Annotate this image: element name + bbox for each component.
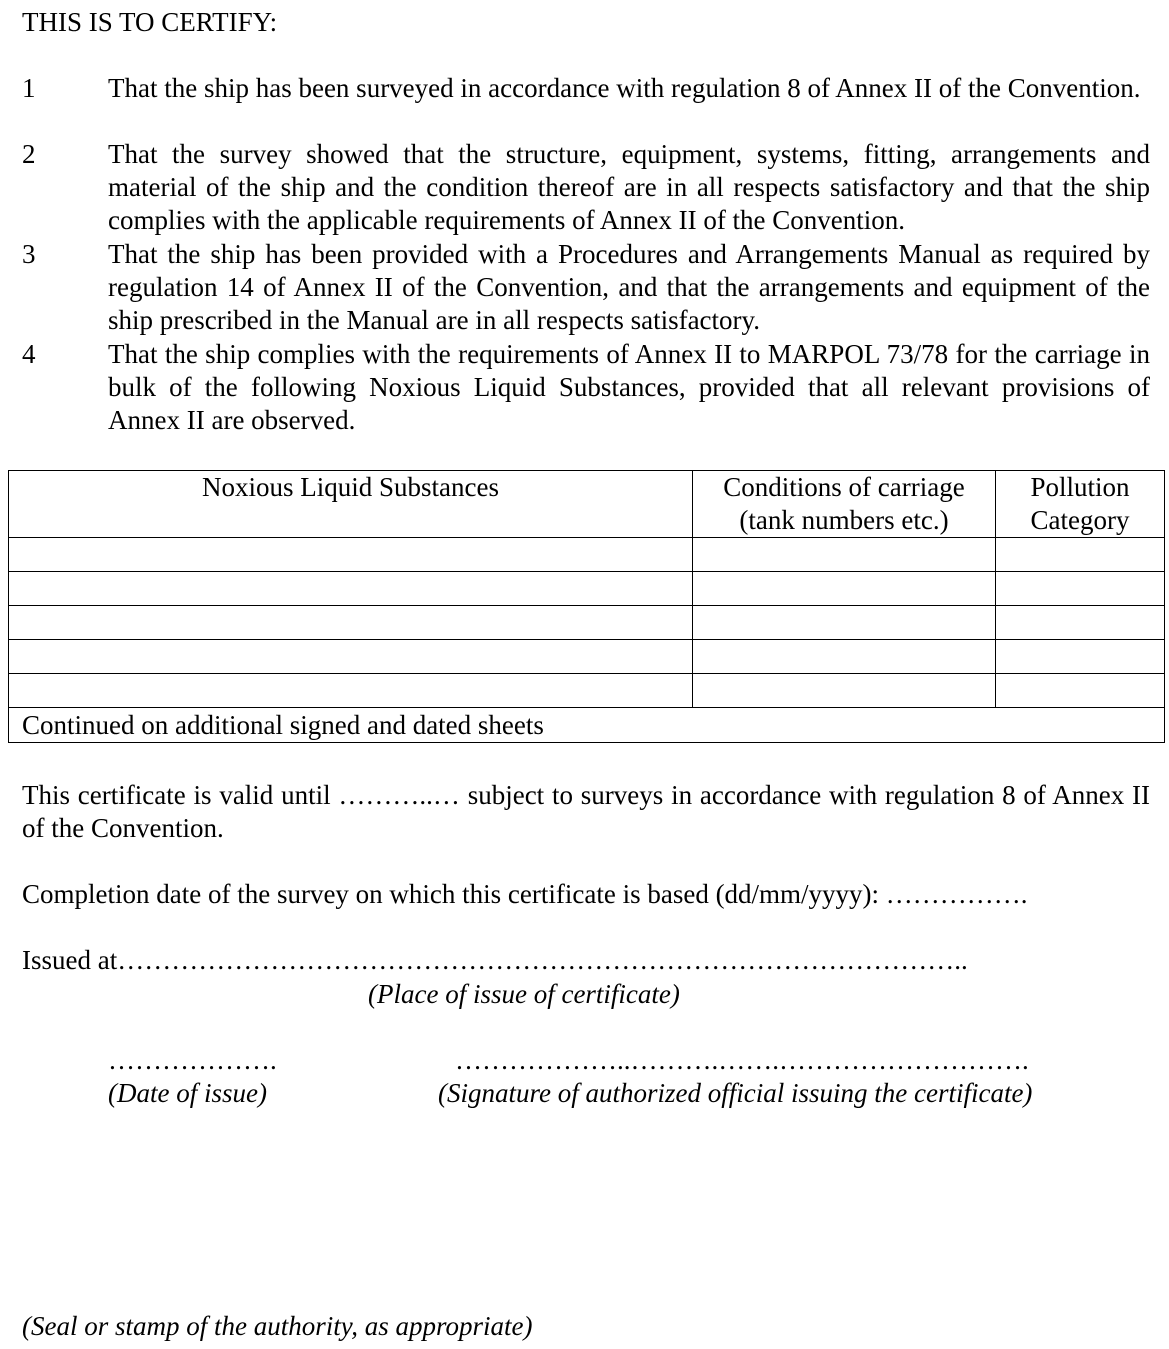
validity-statement: This certificate is valid until ………..… subject to surveys in accordance with regulation 8 of Annex II of the Convention. — [22, 780, 1150, 843]
table-row — [9, 572, 1165, 606]
substance-cell[interactable] — [9, 606, 693, 640]
table-row — [9, 640, 1165, 674]
item-number: 1 — [22, 73, 36, 103]
substance-cell[interactable] — [9, 572, 693, 606]
category-cell[interactable] — [996, 640, 1165, 674]
conditions-cell[interactable] — [693, 674, 996, 708]
item-number: 4 — [22, 339, 36, 369]
table-header-row — [9, 471, 1165, 538]
table-row — [9, 538, 1165, 572]
category-cell[interactable] — [996, 606, 1165, 640]
completion-date-line: Completion date of the survey on which this certificate is based (dd/mm/yyyy): ……………. — [22, 879, 1028, 909]
header-pollution-sublabel: Category — [1030, 505, 1130, 535]
certificate-heading: THIS IS TO CERTIFY: — [22, 7, 278, 37]
table-footer-row — [9, 708, 1165, 743]
conditions-cell[interactable] — [693, 538, 996, 572]
table-row — [9, 674, 1165, 708]
header-substances — [9, 471, 693, 538]
date-of-issue-field: ………………. — [108, 1045, 277, 1075]
conditions-cell[interactable] — [693, 640, 996, 674]
header-pollution — [996, 471, 1165, 538]
continued-note: Continued on additional signed and dated sheets — [9, 708, 1165, 743]
substances-table — [8, 470, 1165, 743]
signature-field: ………………..……….…….………………………. — [455, 1045, 1029, 1075]
header-pollution-label: Pollution — [1030, 472, 1130, 502]
substance-cell[interactable] — [9, 640, 693, 674]
substance-cell[interactable] — [9, 674, 693, 708]
item-number: 3 — [22, 239, 36, 269]
item-text: That the ship has been surveyed in accordance with regulation 8 of Annex II of the Convention. — [108, 73, 1141, 103]
header-conditions — [693, 471, 996, 538]
issued-at-line: Issued at………………………………………………………………………………….. — [22, 945, 968, 975]
header-conditions-label: Conditions of carriage — [723, 472, 965, 502]
header-substances-label: Noxious Liquid Substances — [202, 472, 499, 502]
table-row — [9, 606, 1165, 640]
seal-caption: (Seal or stamp of the authority, as appropriate) — [22, 1311, 533, 1341]
conditions-cell[interactable] — [693, 606, 996, 640]
item-text: That the ship has been provided with a Procedures and Arrangements Manual as required by regulation 14 of Annex II of the Convention, and that the arrangements and equipment of the ship prescribed in the Manual are in all respects satisfactory. — [108, 239, 1150, 335]
category-cell[interactable] — [996, 674, 1165, 708]
category-cell[interactable] — [996, 572, 1165, 606]
place-of-issue-caption: (Place of issue of certificate) — [368, 979, 680, 1009]
header-conditions-sublabel: (tank numbers etc.) — [739, 505, 949, 535]
signature-caption: (Signature of authorized official issuing the certificate) — [438, 1078, 1033, 1108]
item-text: That the ship complies with the requirements of Annex II to MARPOL 73/78 for the carriage in bulk of the following Noxious Liquid Substances, provided that all relevant provisions of Annex II are observed. — [108, 339, 1150, 435]
category-cell[interactable] — [996, 538, 1165, 572]
conditions-cell[interactable] — [693, 572, 996, 606]
item-text: That the survey showed that the structure, equipment, systems, fitting, arrangements and material of the ship and the condition thereof are in all respects satisfactory and that the ship complies with the applicable requirements of Annex II of the Convention. — [108, 139, 1150, 235]
date-of-issue-caption: (Date of issue) — [108, 1078, 267, 1108]
item-number: 2 — [22, 139, 36, 169]
substance-cell[interactable] — [9, 538, 693, 572]
